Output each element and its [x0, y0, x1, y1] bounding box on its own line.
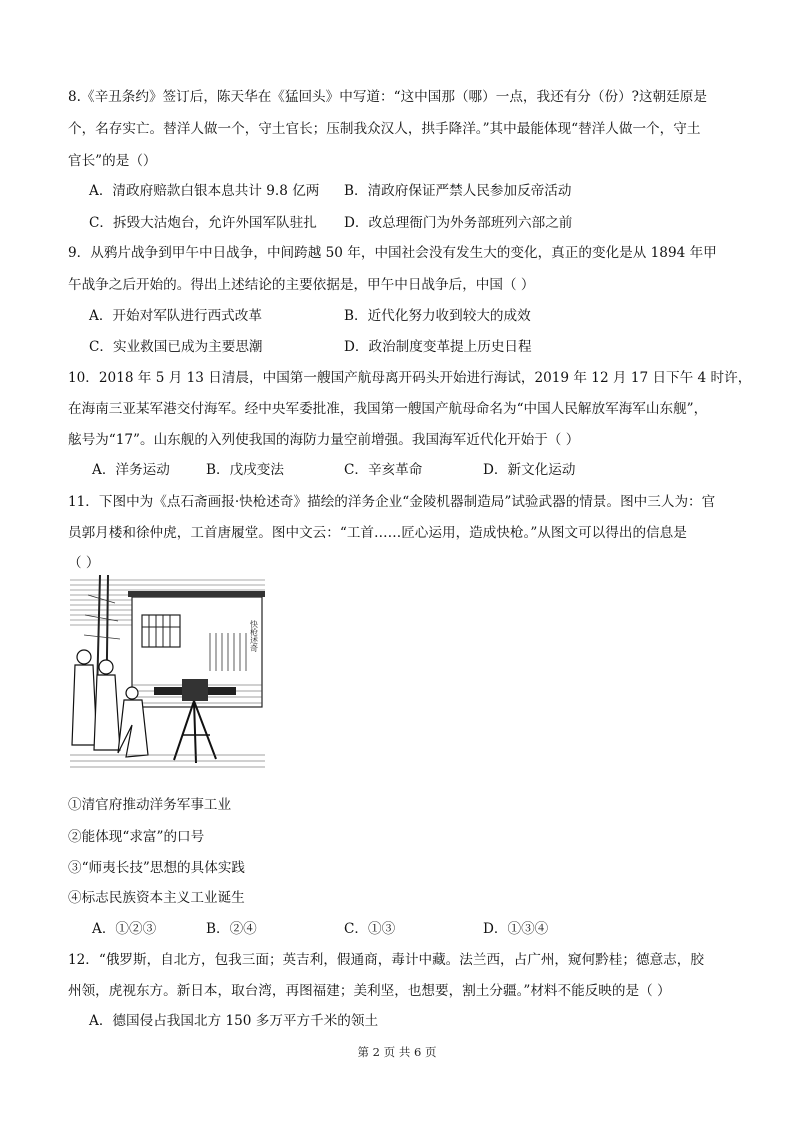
q11-statement-2: ②能体现“求富”的口号 — [68, 829, 205, 845]
q11-option-b: B．②④ — [206, 921, 257, 937]
q10-option-b: B．戊戌变法 — [206, 462, 284, 478]
q11-option-a: A．①②③ — [92, 921, 157, 937]
q9-line-2: 午战争之后开始的。得出上述结论的主要依据是，甲午中日战争后，中国（ ） — [68, 277, 535, 293]
q11-line-3: （ ） — [68, 555, 100, 571]
q9-option-b: B．近代化努力收到较大的成效 — [344, 308, 531, 324]
page-number: 第 2 页 共 6 页 — [357, 1045, 437, 1059]
q9-option-d: D．政治制度变革提上历史日程 — [344, 339, 532, 355]
q8-line-3: 官长”的是（） — [68, 153, 157, 169]
q8-option-a: A．清政府赔款白银本息共计 9.8 亿两 — [89, 183, 320, 199]
q9-option-c: C．实业救国已成为主要思潮 — [89, 339, 263, 355]
q9-line-1: 9．从鸦片战争到甲午中日战争，中间跨越 50 年，中国社会没有发生大的变化，真正的变化是从 1894 年甲 — [68, 245, 717, 261]
q8-line-1: 8.《辛丑条约》签订后，陈天华在《猛回头》中写道：“这中国那（哪）一点，我还有分（份）?这朝廷原是 — [68, 89, 707, 105]
q10-line-2: 在海南三亚某军港交付海军。经中央军委批准，我国第一艘国产航母命名为“中国人民解放军海军山东舰”， — [68, 401, 708, 417]
q8-option-d: D．改总理衙门为外务部班列六部之前 — [344, 215, 573, 231]
q11-option-c: C．①③ — [344, 921, 396, 937]
woodcut-caption: 快枪述奇 — [249, 620, 259, 652]
q11-statement-1: ①清官府推动洋务军事工业 — [68, 797, 232, 813]
q11-statement-4: ④标志民族资本主义工业诞生 — [68, 890, 245, 906]
q10-option-d: D．新文化运动 — [483, 462, 576, 478]
q12-line-2: 州领，虎视东方。新日本，取台湾，再图福建；美利坚，也想要，割土分疆。”材料不能反映的是（ ） — [68, 983, 671, 999]
q10-option-c: C．辛亥革命 — [344, 462, 423, 478]
q8-option-c: C．拆毁大沽炮台，允许外国军队驻扎 — [89, 215, 317, 231]
q9-option-a: A．开始对军队进行西式改革 — [89, 308, 262, 324]
q10-line-1: 10．2018 年 5 月 13 日清晨，中国第一艘国产航母离开码头开始进行海试，2019 年 12 月 17 日下午 4 时许， — [68, 370, 752, 386]
q11-line-1: 11．下图中为《点石斋画报·快枪述奇》描绘的洋务企业“金陵机器制造局”试验武器的情景。图中三人为：官 — [68, 494, 716, 510]
q11-line-2: 员郭月楼和徐仲虎，工首唐履堂。图中文云：“工首……匠心运用，造成快枪。”从图文可以得出的信息是 — [68, 525, 687, 541]
q10-option-a: A．洋务运动 — [92, 462, 170, 478]
q11-option-d: D．①③④ — [483, 921, 549, 937]
q12-option-a: A．德国侵占我国北方 150 多万平方千米的领土 — [89, 1013, 379, 1029]
woodcut-illustration — [70, 575, 265, 775]
q12-line-1: 12．“俄罗斯，自北方，包我三面；英吉利，假通商，毒计中藏。法兰西，占广州，窥何黔桂；德意志，胶 — [68, 952, 704, 968]
q11-statement-3: ③“师夷长技”思想的具体实践 — [68, 860, 246, 876]
woodcut-illustration-drawing — [70, 575, 265, 775]
q8-option-b: B．清政府保证严禁人民参加反帝活动 — [344, 183, 572, 199]
q10-line-3: 舷号为“17”。山东舰的入列使我国的海防力量空前增强。我国海军近代化开始于（ ） — [68, 432, 580, 448]
q8-line-2: 个，名存实亡。替洋人做一个，守土官长；压制我众汉人，拱手降洋。”其中最能体现“替洋人做一个，守土 — [68, 121, 701, 137]
